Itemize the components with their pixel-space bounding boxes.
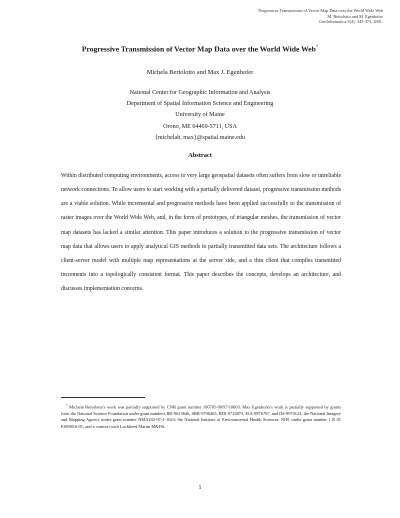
paper-title <box>40 42 360 54</box>
affiliation-department: Department of Spatial Information Science and Engineering <box>126 101 274 108</box>
author-list: Michela Bertolotto and Max J. Egenhofer <box>146 69 254 76</box>
affiliation-email: {michelab, max}@spatial.maine.edu <box>155 134 245 141</box>
title-footnote-mark: * <box>315 44 319 49</box>
footnote <box>61 402 341 430</box>
paper-title-text: Progressive Transmission of Vector Map Data over the World Wide Web <box>81 44 316 54</box>
affiliation-block <box>40 88 360 144</box>
abstract-text: Within distributed computing environments, access to very large geospatial datasets often suffers from slow or unreliable network connections. To allow users to start working with a partially delivered dataset, progressive transmission methods are a viable solution. While incremental and progressive methods have been applied successfully to the transmission of raster images over the World Wide Web, and, in the form of prototypes, of triangular meshes, the transmission of vector map datasets has lacked a similar attention. This paper introduces a solution to the progressive transmission of vector map data that allows users to apply analytical GIS methods to partially transmitted data sets. The architecture follows a client-server model with multiple map representations at the server side, and a thin client that compiles transmitted increments into a topologically consistent format. This paper describes the concepts, develops an architecture, and discusses implementation concerns. <box>61 173 341 293</box>
footnote-mark: * <box>66 403 68 407</box>
affiliation-university: University of Maine <box>175 112 225 119</box>
abstract-heading: Abstract <box>188 152 212 159</box>
running-header <box>258 8 383 25</box>
running-header-title: Progressive Transmission of Vector Map Data over the World Wide Web <box>258 8 383 13</box>
affiliation-address: Orono, ME 04469-5711, USA <box>163 123 237 130</box>
footnote-divider <box>61 397 145 398</box>
running-header-authors: M. Bertolotto and M. Egenhofer <box>327 13 383 19</box>
page-number: 1 <box>198 485 202 491</box>
affiliation-center: National Center for Geographic Information and Analysis <box>129 90 271 96</box>
footnote-text: Michela Bertolotto's work was partially supported by CNR grant number 106701-00/97/10003. Max Egenhofer's work is partially supported by grants from the National Science Foundation under grant numbers IRI-9613646, SBR-9700465, BDI-9723873, EIA-9876707, and IIS-9970123; the National Imagery and Mapping Agency under grant number NMA202-97-1-1023; the National Institute of Environmental Health Sciences, NIH, under grant number 1 R 01 ES09816-01; and a contract with Lockheed Martin M&DS. <box>61 404 341 429</box>
running-header-citation: GeoInformatica 5(4): 345-373, 2001. <box>319 19 383 25</box>
